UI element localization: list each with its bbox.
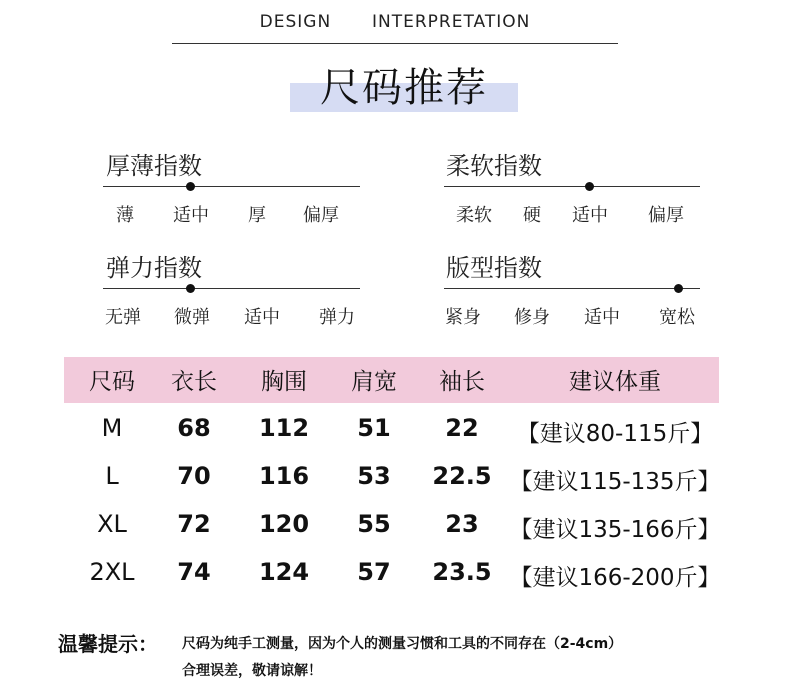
table-cell: 116: [258, 462, 310, 490]
table-cell: 120: [258, 510, 310, 538]
index-tick: 微弹: [174, 307, 210, 328]
table-cell-weight: 【建议166-200斤】: [509, 565, 721, 591]
table-cell: 70: [177, 462, 211, 490]
index-marker-elasticity: [186, 284, 195, 293]
index-tick: 硬: [523, 205, 541, 226]
index-line-elasticity: [103, 288, 360, 289]
index-tick: 偏厚: [648, 205, 684, 226]
table-cell: 53: [357, 462, 391, 490]
header-subtitle: DESIGN INTERPRETATION: [259, 12, 531, 32]
index-title-thickness: 厚薄指数: [106, 152, 202, 180]
index-tick: 适中: [173, 205, 209, 226]
notice-line-2: 合理误差，敬请谅解！: [182, 663, 322, 679]
page-title: 尺码推荐: [320, 65, 488, 111]
table-cell: 74: [177, 558, 211, 586]
table-header-size: 尺码: [89, 369, 135, 395]
index-tick: 修身: [514, 307, 550, 328]
index-tick: 薄: [116, 205, 134, 226]
table-cell: 23.5: [432, 558, 492, 586]
index-title-fit: 版型指数: [446, 254, 542, 282]
table-cell: 22.5: [432, 462, 492, 490]
index-marker-softness: [585, 182, 594, 191]
table-header-weight: 建议体重: [569, 369, 661, 395]
index-tick: 厚: [248, 205, 266, 226]
index-title-elasticity: 弹力指数: [106, 254, 202, 282]
table-cell-weight: 【建议115-135斤】: [509, 469, 721, 495]
index-tick: 偏厚: [303, 205, 339, 226]
table-cell: 55: [357, 510, 391, 538]
index-tick: 紧身: [445, 307, 481, 328]
notice-line-1: 尺码为纯手工测量，因为个人的测量习惯和工具的不同存在（2-4cm）: [182, 636, 623, 652]
index-tick: 弹力: [319, 307, 355, 328]
header-divider: [172, 43, 618, 44]
table-cell: 51: [357, 414, 391, 442]
notice-label: 温馨提示：: [58, 632, 158, 656]
table-header-sleeve: 袖长: [439, 369, 485, 395]
index-tick: 适中: [572, 205, 608, 226]
index-title-softness: 柔软指数: [446, 152, 542, 180]
index-line-softness: [444, 186, 700, 187]
table-cell-size: M: [101, 414, 123, 442]
table-cell: 57: [357, 558, 391, 586]
table-cell: 68: [177, 414, 211, 442]
table-cell-size: L: [105, 462, 119, 490]
table-cell: 112: [258, 414, 310, 442]
table-cell: 22: [445, 414, 479, 442]
table-cell-size: XL: [97, 510, 127, 538]
table-header-length: 衣长: [171, 369, 217, 395]
index-tick: 柔软: [456, 205, 492, 226]
table-cell-size: 2XL: [89, 558, 135, 586]
index-line-thickness: [103, 186, 360, 187]
table-cell: 23: [445, 510, 479, 538]
index-tick: 适中: [244, 307, 280, 328]
table-header-chest: 胸围: [261, 369, 307, 395]
index-marker-fit: [674, 284, 683, 293]
index-tick: 无弹: [105, 307, 141, 328]
index-tick: 宽松: [659, 307, 695, 328]
index-marker-thickness: [186, 182, 195, 191]
table-cell: 124: [258, 558, 310, 586]
table-cell-weight: 【建议135-166斤】: [509, 517, 721, 543]
index-line-fit: [444, 288, 700, 289]
table-cell-weight: 【建议80-115斤】: [516, 421, 714, 447]
index-tick: 适中: [584, 307, 620, 328]
table-cell: 72: [177, 510, 211, 538]
table-header-shoulder: 肩宽: [351, 369, 397, 395]
